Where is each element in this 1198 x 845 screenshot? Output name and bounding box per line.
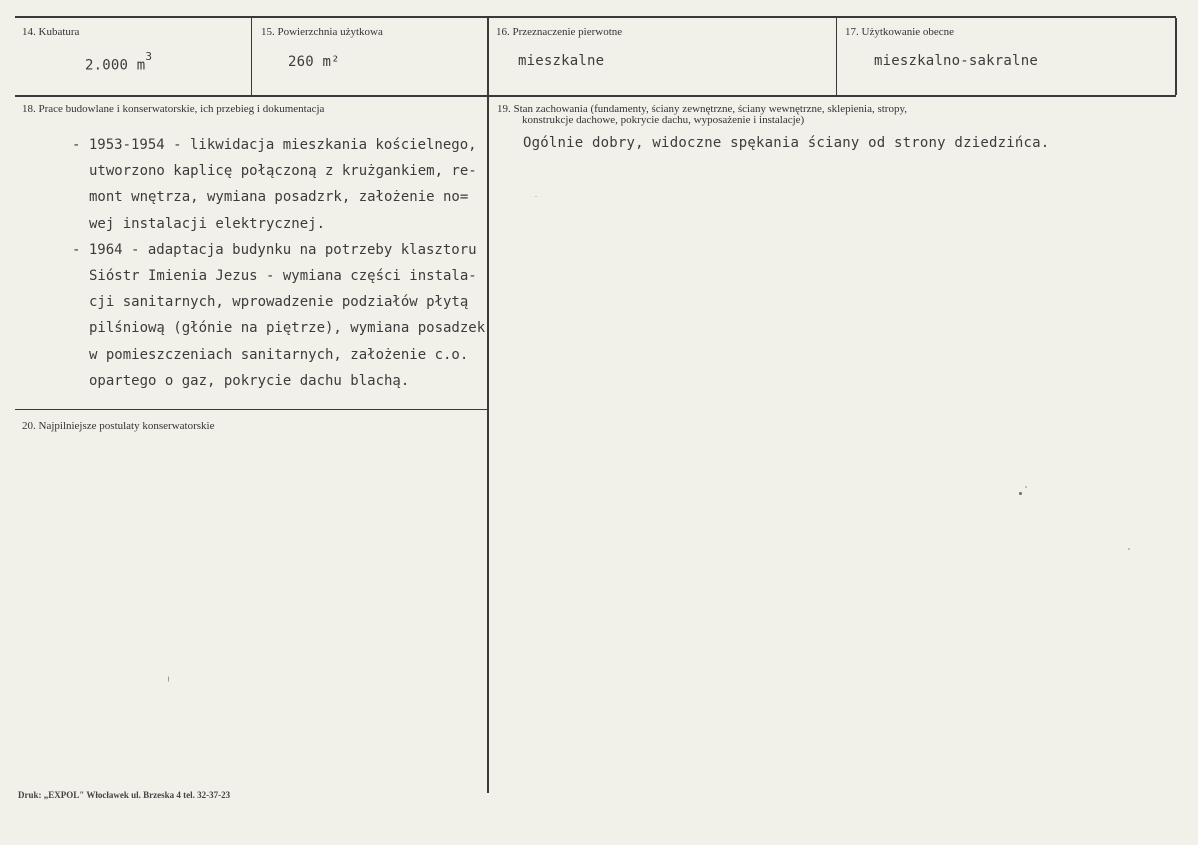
field-14-value bbox=[85, 50, 153, 74]
field-20-label: 20. Najpilniejsze postulaty konserwatorskie bbox=[22, 420, 215, 432]
field-15-label: 15. Powierzchnia użytkowa bbox=[261, 26, 383, 38]
paper-speck bbox=[1128, 548, 1130, 550]
works-line: mont wnętrza, wymiana posadzrk, założenie no= bbox=[89, 189, 469, 206]
kubatura-number: 2.000 m bbox=[85, 57, 146, 74]
field-19-label-line-2: konstrukcje dachowe, pokrycie dachu, wyposażenie i instalacje) bbox=[522, 114, 805, 126]
top-rule bbox=[15, 16, 1176, 18]
works-line: wej instalacji elektrycznej. bbox=[89, 215, 326, 232]
field-18-label: 18. Prace budowlane i konserwatorskie, ich przebieg i dokumentacja bbox=[22, 103, 325, 115]
works-line: - 1964 - adaptacja budynku na potrzeby klasztoru bbox=[72, 241, 477, 258]
field-14-label: 14. Kubatura bbox=[22, 26, 80, 38]
paper-speck bbox=[1025, 486, 1027, 488]
field-16-value: mieszkalne bbox=[518, 53, 605, 69]
field-19-value: Ogólnie dobry, widoczne spękania ściany od strony dziedzińca. bbox=[523, 135, 1050, 151]
col-divider-3 bbox=[836, 18, 837, 95]
header-divider bbox=[15, 95, 1176, 97]
construction-works-list bbox=[72, 132, 492, 394]
field-15-value: 260 m² bbox=[288, 54, 340, 70]
works-line: - 1953-1954 - likwidacja mieszkania kościelnego, bbox=[72, 137, 477, 153]
section-20-rule bbox=[15, 409, 487, 410]
works-line: opartego o gaz, pokrycie dachu blachą. bbox=[89, 372, 410, 389]
right-border bbox=[1175, 18, 1177, 95]
field-16-label: 16. Przeznaczenie pierwotne bbox=[496, 26, 623, 38]
field-17-value: mieszkalno-sakralne bbox=[874, 53, 1038, 69]
paper-speck bbox=[535, 196, 537, 197]
works-line: w pomieszczeniach sanitarnych, założenie c.o. bbox=[89, 346, 469, 363]
field-19-label-line-1: 19. Stan zachowania (fundamenty, ściany zewnętrzne, ściany wewnętrzne, sklepienia, stropy, bbox=[497, 103, 908, 115]
paper-speck bbox=[1019, 492, 1022, 495]
works-line: cji sanitarnych, wprowadzenie podziałów płytą bbox=[89, 294, 469, 311]
cubic-superscript: 3 bbox=[145, 50, 153, 63]
paper-speck bbox=[168, 676, 169, 682]
field-17-label: 17. Użytkowanie obecne bbox=[845, 26, 955, 38]
printer-imprint: Druk: „EXPOL" Włocławek ul. Brzeska 4 tel. 32-37-23 bbox=[18, 790, 231, 800]
works-line: Sióstr Imienia Jezus - wymiana części instala- bbox=[89, 267, 477, 284]
works-line: utworzono kaplicę połączoną z krużgankiem, re- bbox=[89, 163, 477, 180]
works-line: pilśniową (głónie na piętrze), wymiana posadzek bbox=[89, 320, 486, 337]
col-divider-1 bbox=[251, 18, 252, 95]
